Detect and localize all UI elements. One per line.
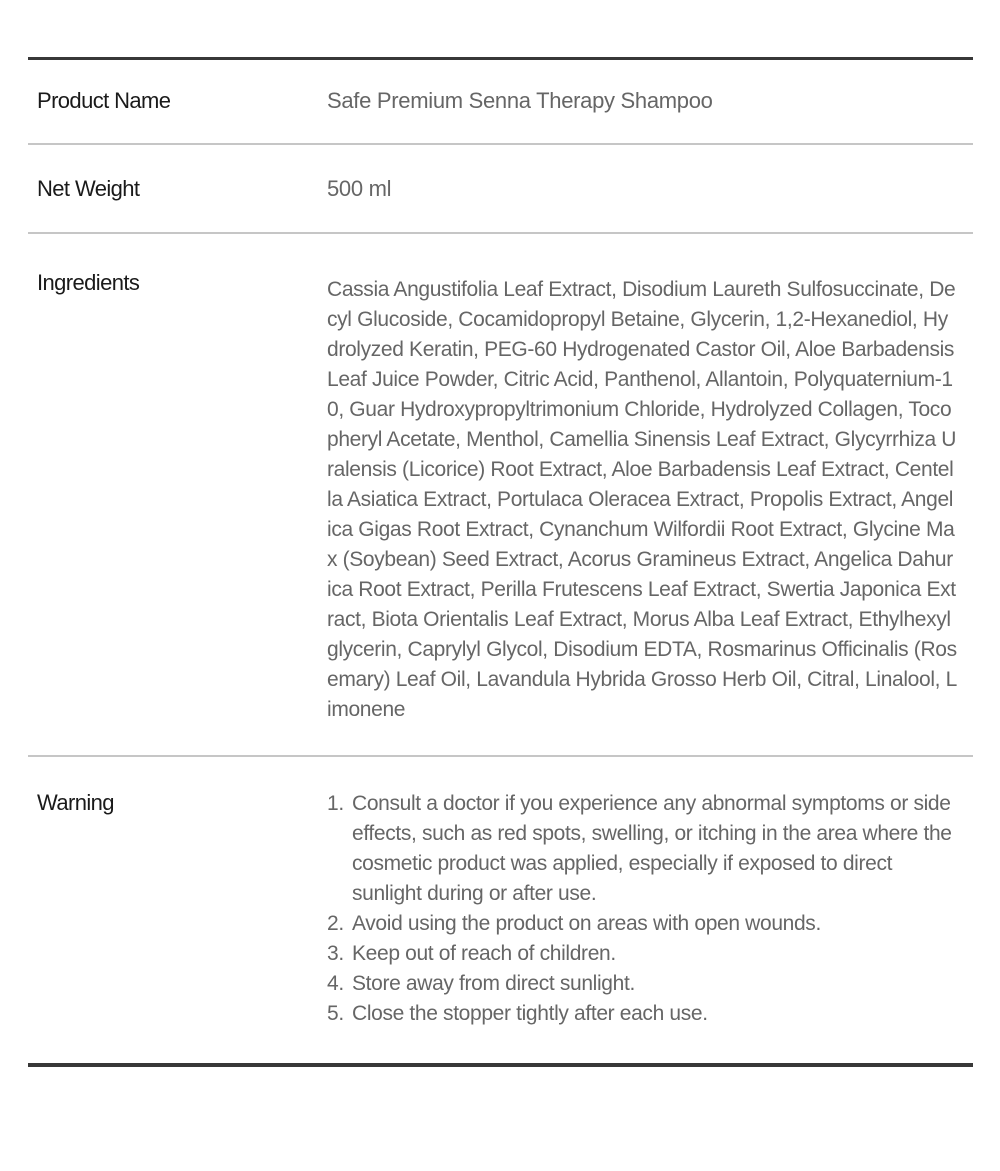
product-name-label-cell (28, 60, 327, 143)
net-weight-value: 500 ml (327, 176, 392, 201)
warning-item-text: Store away from direct sunlight. (352, 972, 635, 995)
ingredients-label-cell (28, 234, 327, 755)
warning-label: Warning (37, 790, 114, 815)
warning-item-text: Keep out of reach of children. (352, 942, 616, 965)
ingredients-label: Ingredients (37, 270, 140, 295)
product-name-value: Safe Premium Senna Therapy Shampoo (327, 88, 713, 113)
warning-item-text: Consult a doctor if you experience any abnormal symptoms or side effects, such as red spots, swelling, or itching in the area where the cosmetic product was applied, especially if exposed to direct sunlight during or after use. (352, 792, 952, 905)
warning-item-number: 1. (327, 792, 344, 815)
row-ingredients (28, 232, 973, 755)
net-weight-value-cell (327, 145, 957, 232)
warning-value-cell (327, 757, 957, 1063)
net-weight-label-cell (28, 145, 327, 232)
row-net-weight (28, 143, 973, 232)
warning-item (327, 969, 957, 999)
warning-item-number: 4. (327, 972, 344, 995)
warning-item (327, 909, 957, 939)
row-product-name (28, 60, 973, 143)
warning-item-text: Avoid using the product on areas with open wounds. (352, 912, 821, 935)
ingredients-value: Cassia Angustifolia Leaf Extract, Disodium Laureth Sulfosuccinate, Decyl Glucoside, Cocamidopropyl Betaine, Glycerin, 1,2-Hexanediol, Hydrolyzed Keratin, PEG-60 Hydrogenated Castor Oil, Aloe Barbadensis Leaf Juice Powder, Citric Acid, Panthenol, Allantoin, Polyquaternium-10, Guar Hydroxypropyltrimonium Chloride, Hydrolyzed Collagen, Tocopheryl Acetate, Menthol, Camellia Sinensis Leaf Extract, Glycyrrhiza Uralensis (Licorice) Root Extract, Aloe Barbadensis Leaf Extract, Centella Asiatica Extract, Portulaca Oleracea Extract, Propolis Extract, Angelica Gigas Root Extract, Cynanchum Wilfordii Root Extract, Glycine Max (Soybean) Seed Extract, Acorus Gramineus Extract, Angelica Dahurica Root Extract, Perilla Frutescens Leaf Extract, Swertia Japonica Extract, Biota Orientalis Leaf Extract, Morus Alba Leaf Extract, Ethylhexylglycerin, Caprylyl Glycol, Disodium EDTA, Rosmarinus Officinalis (Rosemary) Leaf Oil, Lavandula Hybrida Grosso Herb Oil, Citral, Linalool, Limonene (327, 278, 957, 721)
warning-item (327, 939, 957, 969)
warning-label-cell (28, 757, 327, 1063)
warning-item-number: 3. (327, 942, 344, 965)
ingredients-value-cell (327, 234, 957, 755)
product-name-value-cell (327, 60, 957, 143)
row-warning (28, 755, 973, 1063)
warning-item-text: Close the stopper tightly after each use. (352, 1002, 708, 1025)
product-name-label: Product Name (37, 88, 171, 113)
net-weight-label: Net Weight (37, 176, 140, 201)
warning-item-number: 5. (327, 1002, 344, 1025)
warning-item (327, 789, 957, 909)
product-info-table (28, 57, 973, 1067)
warning-item (327, 999, 957, 1029)
warning-list (327, 789, 957, 1029)
warning-item-number: 2. (327, 912, 344, 935)
